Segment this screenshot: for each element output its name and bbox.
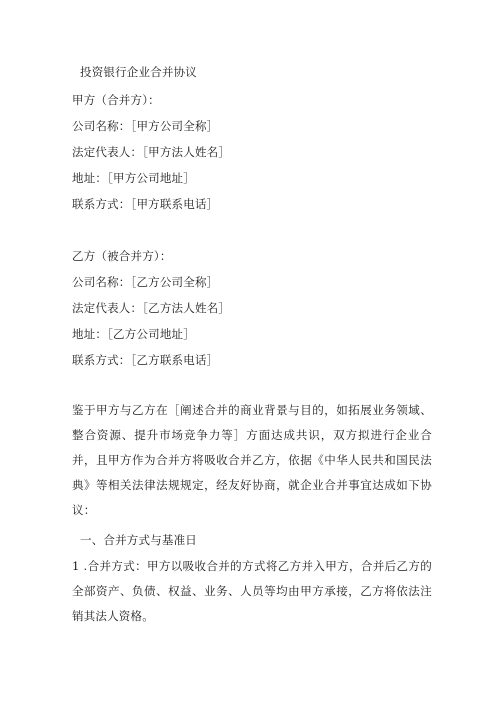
party-b-contact: 联系方式：［乙方联系电话］ xyxy=(72,353,219,367)
party-b-company: 公司名称：［乙方公司全称］ xyxy=(72,275,219,289)
party-b-heading: 乙方（被合并方）： xyxy=(72,249,172,263)
party-a-company: 公司名称：［甲方公司全称］ xyxy=(72,119,219,133)
preamble-paragraph: 鉴于甲方与乙方在［阐述合并的商业背景与目的，如拓展业务领域、整合资源、提升市场竞争力等］方面达成共识，双方拟进行企业合并，且甲方作为合并方将吸收合并乙方，依据《中华人民共和国民法典》等相关法律法规规定，经友好协商，就企业合并事宜达成如下协议： xyxy=(72,403,432,517)
section-1-heading: 一、合并方式与基准日 xyxy=(80,533,197,547)
party-a-heading: 甲方（合并方）： xyxy=(72,93,160,107)
party-b-representative: 法定代表人：［乙方法人姓名］ xyxy=(72,301,231,315)
party-b-address: 地址：［乙方公司地址］ xyxy=(72,327,195,341)
party-a-address: 地址：［甲方公司地址］ xyxy=(72,171,195,185)
document-title: 投资银行企业合并协议 xyxy=(80,65,197,79)
section-1-clause-1: 1 .合并方式：甲方以吸收合并的方式将乙方并入甲方，合并后乙方的全部资产、负债、权益、业务、人员等均由甲方承接，乙方将依法注销其法人资格。 xyxy=(72,559,432,623)
party-a-contact: 联系方式：［甲方联系电话］ xyxy=(72,197,219,211)
party-a-representative: 法定代表人：［甲方法人姓名］ xyxy=(72,145,231,159)
